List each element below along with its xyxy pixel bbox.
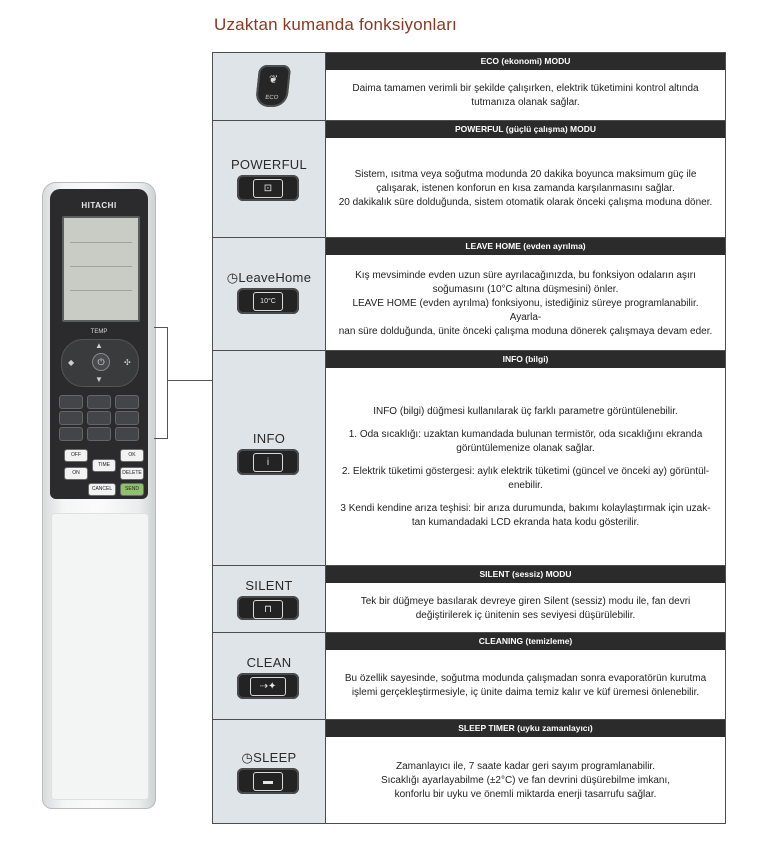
feature-row-leavehome [213,238,725,351]
sleep-button-image [237,768,299,794]
brand-logo: HITACHI [81,201,117,210]
page-title: Uzaktan kumanda fonksiyonları [214,15,457,34]
powerful-icon: ⊡ [253,179,283,198]
remote-lcd-screen [62,216,140,322]
icon-cell [213,53,326,120]
eco-icon-text: ECO [264,95,279,101]
sleep-button-label: ◷SLEEP [241,750,297,765]
feature-description: Tek bir düğmeye basılarak devreye giren Silent (sessiz) modu ile, fan devri değiştirilerek iç ünitenin ses seviyesi düşürülebilir. [360,595,691,621]
remote-control-image [42,182,156,809]
feature-description: INFO (bilgi) düğmesi kullanılarak üç farklı parametre görüntülenebilir. 1. Oda sıcaklığı: uzaktan kumandada bulunan termistör, oda sıcaklığını ekranda görüntülemenize olanak sağlar. 2. Elektrik tüketimi göstergesi: aylık elektrik tüketimi (güncel ve önceki ay) görüntül- enebilir. 3 Kendi kendine arıza teşhisi: bir arıza durumunda, bakımı kolaylaştırmak için uzak- tan kumandadaki LCD ekranda hata kodu gösterilir. [340,406,711,528]
house-icon: 10°C [253,292,283,311]
remote-timer-keys [50,431,148,506]
feature-header: SILENT (sessiz) MODU [326,566,725,583]
feature-description: Kış mevsiminde evden uzun süre ayrılacağınızda, bu fonksiyon odaların aşırı soğumasını (10°C altına düşmesini) önler. LEAVE HOME (evden ayrılma) fonksiyonu, istediğiniz süreye programlanabilir. Ayarla- nan süre dolduğunda, ünite önceki çalışma moduna dönerek çalışmaya devam eder. [338,269,713,337]
arrow-down-icon: ▼ [95,375,103,384]
leaf-icon: ❦ [268,74,279,86]
clean-button-image [237,673,299,699]
temp-label: TEMP [90,329,108,335]
remote-key-send: SEND [120,483,144,496]
clean-icon: ⇢✦ [250,677,286,696]
remote-key-off: OFF [64,449,88,462]
power-icon: ⏻ [92,353,110,371]
remote-key-delete: DELETE [120,467,144,480]
remote-key-ok: OK [120,449,144,462]
info-button-image [237,449,299,475]
remote-lower-body [51,513,149,800]
icon-cell [213,238,326,350]
feature-table [212,52,726,824]
icon-cell [213,121,326,237]
feature-header: ECO (ekonomi) MODU [326,53,725,70]
feature-row-eco [213,53,725,121]
leavehome-button-image [237,288,299,314]
feature-row-powerful [213,121,725,238]
powerful-button-label: POWERFUL [230,157,308,172]
clock-icon: ◷ [226,270,239,285]
feature-row-silent [213,566,725,633]
feature-description: Zamanlayıcı ile, 7 saate kadar geri sayım programlanabilir. Sıcaklığı ayarlayabilme (±2°C) ve fan devrini düşürebilme imkanı, konforlu bir uyku ve önemli miktarda enerji tasarrufu sağlar. [380,761,671,800]
remote-key-time: TIME [92,459,116,472]
remote-key-on: ON [64,467,88,480]
silent-icon: ⊓ [253,600,283,619]
eco-button-image [255,65,291,107]
arrow-up-icon: ▲ [95,341,103,350]
icon-cell [213,566,326,632]
fan-icon: ✣ [124,358,131,367]
callout-line [167,380,213,381]
bed-icon: ▬ [253,772,283,791]
feature-header: SLEEP TIMER (uyku zamanlayıcı) [326,720,725,737]
info-button-label: INFO [252,431,286,446]
remote-key-cancel: CANCEL [88,483,116,496]
clock-icon: ◷ [241,750,254,765]
icon-cell [213,351,326,565]
clean-button-label: CLEAN [246,655,292,670]
feature-header: INFO (bilgi) [326,351,725,368]
mode-icon: ◆ [68,358,75,367]
silent-button-label: SILENT [245,578,293,593]
feature-row-info [213,351,725,566]
feature-header: CLEANING (temizleme) [326,633,725,650]
feature-header: LEAVE HOME (evden ayrılma) [326,238,725,255]
feature-description: Sistem, ısıtma veya soğutma modunda 20 dakika boyunca maksimum güç ile çalışarak, istenen konforun en kısa zamanda karşılanmasını sağlar. 20 dakikalık süre dolduğunda, sistem otomatik olarak önceki çalışma moduna döner. [338,168,713,208]
silent-button-image [237,596,299,620]
feature-header: POWERFUL (güçlü çalışma) MODU [326,121,725,138]
feature-row-sleep [213,720,725,823]
leavehome-button-label: ◷LeaveHome [226,270,312,285]
remote-dpad [61,339,139,387]
feature-row-clean [213,633,725,720]
feature-description: Bu özellik sayesinde, soğutma modunda çalışmadan sonra evaporatörün kurutma işlemi gerçekleştirmesiyle, iç ünite daima temiz kalır ve küf üremesi önlenebilir. [344,672,707,698]
icon-cell [213,633,326,719]
feature-description: Daima tamamen verimli bir şekilde çalışırken, elektrik tüketimini kontrol altında tutmanıza olanak sağlar. [352,83,699,108]
powerful-button-image [237,175,299,201]
icon-cell [213,720,326,823]
info-icon: i [253,453,283,472]
callout-bracket [154,327,168,439]
